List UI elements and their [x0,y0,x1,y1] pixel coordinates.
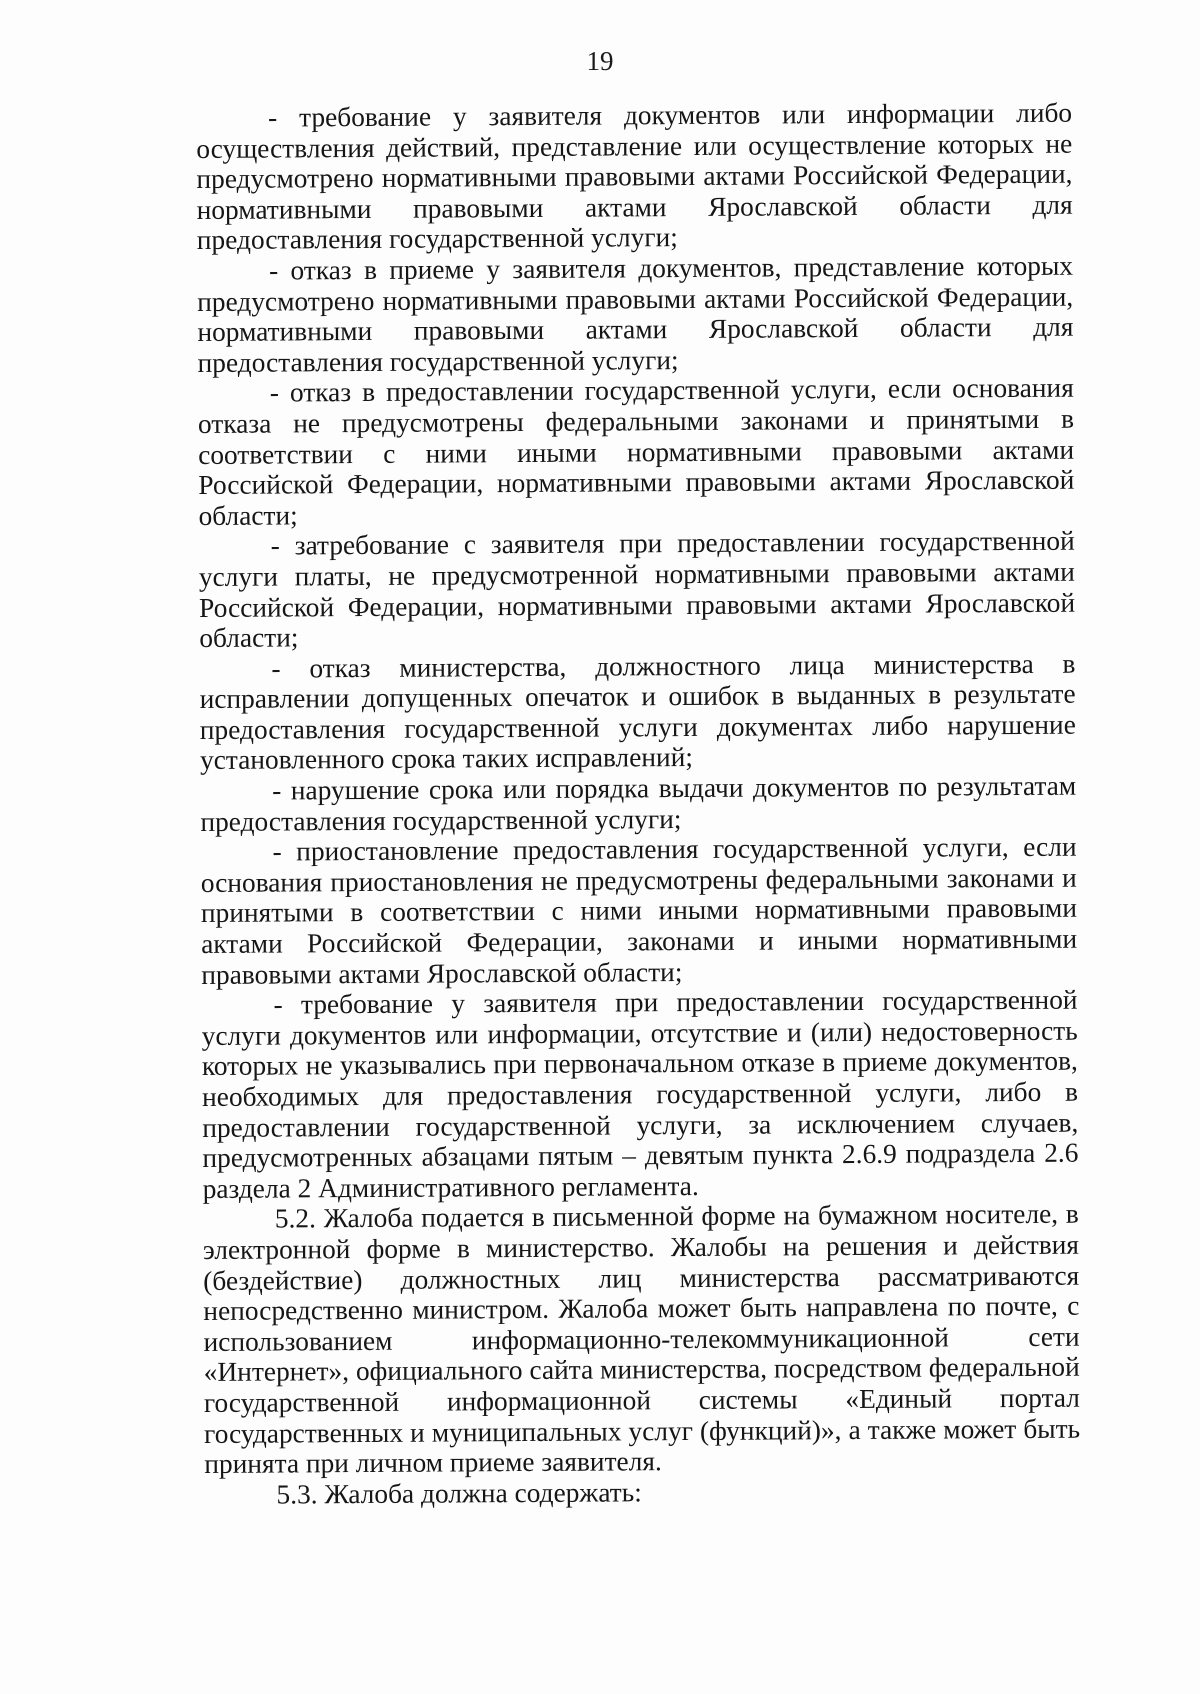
paragraph-suspension: - приостановление предоставления государственной услуги, если основания приостановления не предусмотрены федеральными законами и принятыми в соответствии с ними иными нормативными правовыми актами Российской Федерации, законами и иными нормативными правовыми актами Ярославской области; [200,831,1078,990]
paragraph-requirement-missing: - требование у заявителя при предоставлении государственной услуги документов или информации, отсутствие и (или) недостоверность которых не указывались при первоначальном отказе в приеме документов, необходимых для предоставления государственной услуги, либо в предоставлении государственной услуги, за исключением случаев, предусмотренных абзацами пятым – девятым пункта 2.6.9 подраздела 2.6 раздела 2 Административного регламента. [201,984,1079,1204]
paragraph-requirement-documents: - требование у заявителя документов или информации либо осуществления действий, представление или осуществление которых не предусмотрено нормативными правовыми актами Российской Федерации, нормативными правовыми актами Ярославской области для предоставления государственной услуги; [196,97,1073,256]
paragraph-issue-violation: - нарушение срока или порядка выдачи документов по результатам предоставления государственной услуги; [200,770,1077,837]
paragraph-refusal-service: - отказ в предоставлении государственной услуги, если основания отказа не предусмотрены федеральными законами и принятыми в соответствии с ними иными нормативными правовыми актами Российской Федерации, нормативными правовыми актами Ярославской области; [197,372,1075,531]
paragraph-fee-demand: - затребование с заявителя при предоставлении государственной услуги платы, не предусмотренной нормативными правовыми актами Российской Федерации, нормативными правовыми актами Ярославской области; [198,525,1076,654]
paragraph-5-3: 5.3. Жалоба должна содержать: [276,1477,642,1510]
page-number: 19 [586,46,614,76]
paragraph-refusal-correction: - отказ министерства, должностного лица министерства в исправлении допущенных опечаток и ошибок в выданных в результате предоставления государственной услуги документах либо нарушение установленного срока таких исправлений; [199,648,1076,776]
paragraph-5-2: 5.2. Жалоба подается в письменной форме на бумажном носителе, в электронной форме в министерство. Жалобы на решения и действия (бездействие) должностных лиц министерства рассматриваются непосредственно министром. Жалоба может быть направлена по почте, с использованием информационно-телекоммуникационной сети «Интернет», официального сайта министерства, посредством федеральной государственной информационной системы «Единый портал государственных и муниципальных услуг (функций)», а также может быть принята при личном приеме заявителя. [202,1199,1081,1480]
document-body [196,98,1081,1511]
paragraph-refusal-acceptance: - отказ в приеме у заявителя документов, представление которых предусмотрено нормативными правовыми актами Российской Федерации, нормативными правовыми актами Ярославской области для предоставления государственной услуги; [197,250,1074,378]
